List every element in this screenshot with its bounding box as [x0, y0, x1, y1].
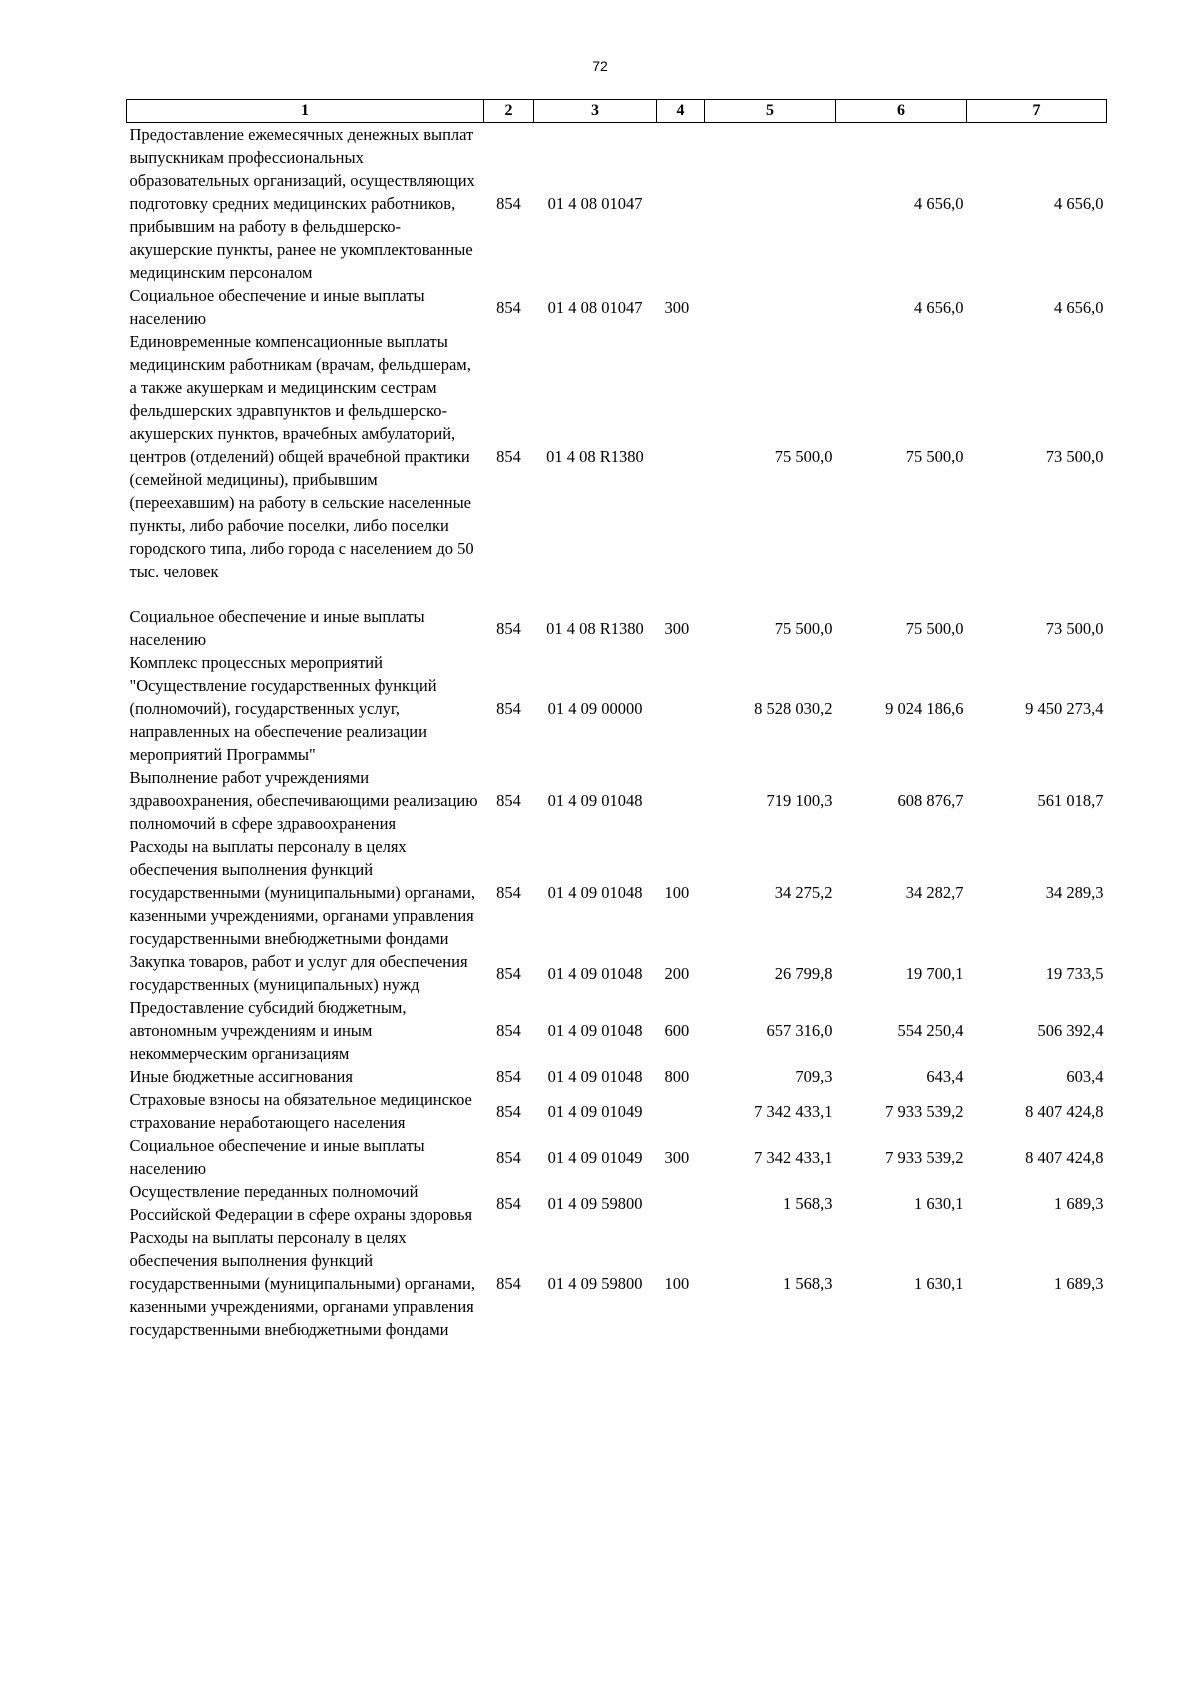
spacer-cell [127, 583, 1107, 605]
table-row [127, 284, 1107, 330]
row-year3: 9 450 273,4 [1025, 699, 1104, 718]
row-year2: 1 630,1 [914, 1193, 964, 1213]
row-csr: 01 4 09 01048 [547, 963, 643, 983]
row-year3: 506 392,4 [1037, 1021, 1104, 1040]
row-vr [657, 123, 705, 285]
row-grbs: 854 [496, 791, 521, 810]
row-name: Комплекс процессных мероприятий "Осуществление государственных функций (полномочий), государственных услуг, направленных на обеспечение реализации мероприятий Программы" [129, 653, 437, 764]
spacer-row [127, 583, 1107, 605]
table-row [127, 1065, 1107, 1088]
table-row [127, 330, 1107, 583]
row-csr: 01 4 08 R1380 [546, 618, 644, 638]
row-name: Страховые взносы на обязательное медицинское страхование неработающего населения [129, 1090, 472, 1132]
row-year2: 608 876,7 [897, 791, 964, 810]
table-row [127, 1088, 1107, 1134]
row-vr: 300 [664, 1147, 690, 1167]
table-row [127, 1226, 1107, 1341]
row-name: Социальное обеспечение и иные выплаты населению [129, 1136, 425, 1178]
table-row [127, 123, 1107, 285]
header-col-5: 5 [705, 100, 836, 123]
row-year1: 719 100,3 [766, 791, 833, 810]
row-grbs: 854 [496, 1021, 521, 1040]
table-row [127, 996, 1107, 1065]
row-year3: 73 500,0 [1045, 447, 1104, 466]
table-row [127, 651, 1107, 766]
row-csr: 01 4 09 01048 [547, 1067, 643, 1086]
row-vr [657, 766, 705, 835]
row-grbs: 854 [496, 1274, 521, 1293]
table-row [127, 766, 1107, 835]
row-year3: 561 018,7 [1037, 791, 1104, 810]
row-year1: 8 528 030,2 [754, 699, 833, 718]
row-year3: 8 407 424,8 [1025, 1147, 1104, 1167]
row-csr: 01 4 08 R1380 [546, 447, 644, 466]
row-year3: 603,4 [1066, 1067, 1104, 1086]
row-year3: 1 689,3 [1054, 1274, 1104, 1293]
row-year2: 7 933 539,2 [885, 1101, 964, 1121]
row-name: Социальное обеспечение и иные выплаты населению [129, 607, 425, 649]
budget-table [126, 99, 1107, 1341]
row-csr: 01 4 09 01049 [547, 1147, 643, 1167]
row-grbs: 854 [496, 963, 521, 983]
row-name: Предоставление ежемесячных денежных выплат выпускникам профессиональных образовательных организаций, осуществляющих подготовку средних медицинских работников, прибывшим на работу в фельдшерско-акушерские пункты, ранее не укомплектованные медицинским персоналом [129, 125, 475, 282]
table-row [127, 950, 1107, 996]
row-year2: 9 024 186,6 [885, 699, 964, 718]
row-year1: 26 799,8 [774, 963, 833, 983]
row-vr: 200 [664, 963, 690, 983]
row-vr: 100 [664, 1274, 690, 1293]
table-row [127, 605, 1107, 651]
row-year1: 7 342 433,1 [754, 1101, 833, 1121]
row-name: Осуществление переданных полномочий Российской Федерации в сфере охраны здоровья [129, 1182, 473, 1224]
table-row [127, 835, 1107, 950]
header-row [127, 100, 1107, 123]
row-csr: 01 4 09 01048 [547, 1021, 643, 1040]
row-grbs: 854 [496, 1101, 521, 1121]
row-grbs: 854 [496, 1067, 521, 1086]
row-year3: 73 500,0 [1045, 618, 1104, 638]
row-vr [657, 1088, 705, 1134]
row-vr: 300 [664, 297, 690, 317]
row-grbs: 854 [496, 297, 521, 317]
row-csr: 01 4 09 01049 [547, 1101, 643, 1121]
row-year1: 1 568,3 [783, 1274, 833, 1293]
table-row [127, 1180, 1107, 1226]
row-csr: 01 4 08 01047 [547, 297, 643, 317]
row-name: Выполнение работ учреждениями здравоохранения, обеспечивающими реализацию полномочий в сфере здравоохранения [129, 768, 478, 833]
row-grbs: 854 [496, 1193, 521, 1213]
header-col-7: 7 [967, 100, 1107, 123]
row-year1: 7 342 433,1 [754, 1147, 833, 1167]
row-vr [657, 651, 705, 766]
row-year2: 643,4 [926, 1067, 964, 1086]
row-year3: 34 289,3 [1045, 883, 1104, 902]
row-year2: 4 656,0 [914, 297, 964, 317]
row-name: Предоставление субсидий бюджетным, автономным учреждениям и иным некоммерческим организациям [129, 998, 407, 1063]
row-year3: 19 733,5 [1045, 963, 1104, 983]
row-csr: 01 4 09 59800 [547, 1274, 643, 1293]
row-csr: 01 4 09 59800 [547, 1193, 643, 1213]
row-year3: 8 407 424,8 [1025, 1101, 1104, 1121]
row-year2: 75 500,0 [905, 447, 964, 466]
header-col-1: 1 [127, 100, 484, 123]
row-year1: 1 568,3 [783, 1193, 833, 1213]
row-csr: 01 4 08 01047 [547, 194, 643, 213]
row-grbs: 854 [496, 699, 521, 718]
row-year1: 709,3 [795, 1067, 833, 1086]
row-vr: 100 [664, 883, 690, 902]
row-year2: 7 933 539,2 [885, 1147, 964, 1167]
row-vr [657, 1180, 705, 1226]
row-year3: 4 656,0 [1054, 297, 1104, 317]
table-row [127, 1134, 1107, 1180]
row-year2: 554 250,4 [897, 1021, 964, 1040]
header-col-4: 4 [657, 100, 705, 123]
row-year1 [705, 284, 836, 330]
row-vr: 300 [664, 618, 690, 638]
header-col-6: 6 [836, 100, 967, 123]
row-year2: 4 656,0 [914, 194, 964, 213]
row-year2: 75 500,0 [905, 618, 964, 638]
row-grbs: 854 [496, 618, 521, 638]
header-col-2: 2 [484, 100, 534, 123]
row-year2: 1 630,1 [914, 1274, 964, 1293]
row-year1: 34 275,2 [774, 883, 833, 902]
row-grbs: 854 [496, 1147, 521, 1167]
row-vr: 600 [664, 1021, 690, 1040]
row-year3: 1 689,3 [1054, 1193, 1104, 1213]
row-year1 [705, 123, 836, 285]
row-grbs: 854 [496, 194, 521, 213]
header-col-3: 3 [534, 100, 657, 123]
row-name: Социальное обеспечение и иные выплаты населению [129, 286, 425, 328]
row-name: Иные бюджетные ассигнования [129, 1067, 353, 1086]
row-vr: 800 [664, 1067, 690, 1086]
page-number: 72 [592, 58, 608, 74]
row-name: Закупка товаров, работ и услуг для обеспечения государственных (муниципальных) нужд [129, 952, 468, 994]
row-csr: 01 4 09 00000 [547, 699, 643, 718]
row-year2: 34 282,7 [905, 883, 964, 902]
row-year2: 19 700,1 [905, 963, 964, 983]
table-header [127, 100, 1107, 123]
row-name: Расходы на выплаты персоналу в целях обеспечения выполнения функций государственными (муниципальными) органами, казенными учреждениями, органами управления государственными внебюджетными фондами [129, 1228, 476, 1339]
row-year1: 657 316,0 [766, 1021, 833, 1040]
table-body [127, 123, 1107, 1342]
row-year1: 75 500,0 [774, 447, 833, 466]
row-vr [657, 330, 705, 583]
row-grbs: 854 [496, 447, 521, 466]
row-year1: 75 500,0 [774, 618, 833, 638]
row-csr: 01 4 09 01048 [547, 791, 643, 810]
row-name: Расходы на выплаты персоналу в целях обеспечения выполнения функций государственными (муниципальными) органами, казенными учреждениями, органами управления государственными внебюджетными фондами [129, 837, 476, 948]
row-year3: 4 656,0 [1054, 194, 1104, 213]
row-grbs: 854 [496, 883, 521, 902]
row-name: Единовременные компенсационные выплаты медицинским работникам (врачам, фельдшерам, а также акушеркам и медицинским сестрам фельдшерских здравпунктов и фельдшерско-акушерских пунктов, врачебных амбулаторий, центров (отделений) общей врачебной практики (семейной медицины), прибывшим (переехавшим) на работу в сельские населенные пункты, либо рабочие поселки, либо поселки городского типа, либо города с населением до 50 тыс. человек [129, 332, 474, 581]
row-csr: 01 4 09 01048 [547, 883, 643, 902]
